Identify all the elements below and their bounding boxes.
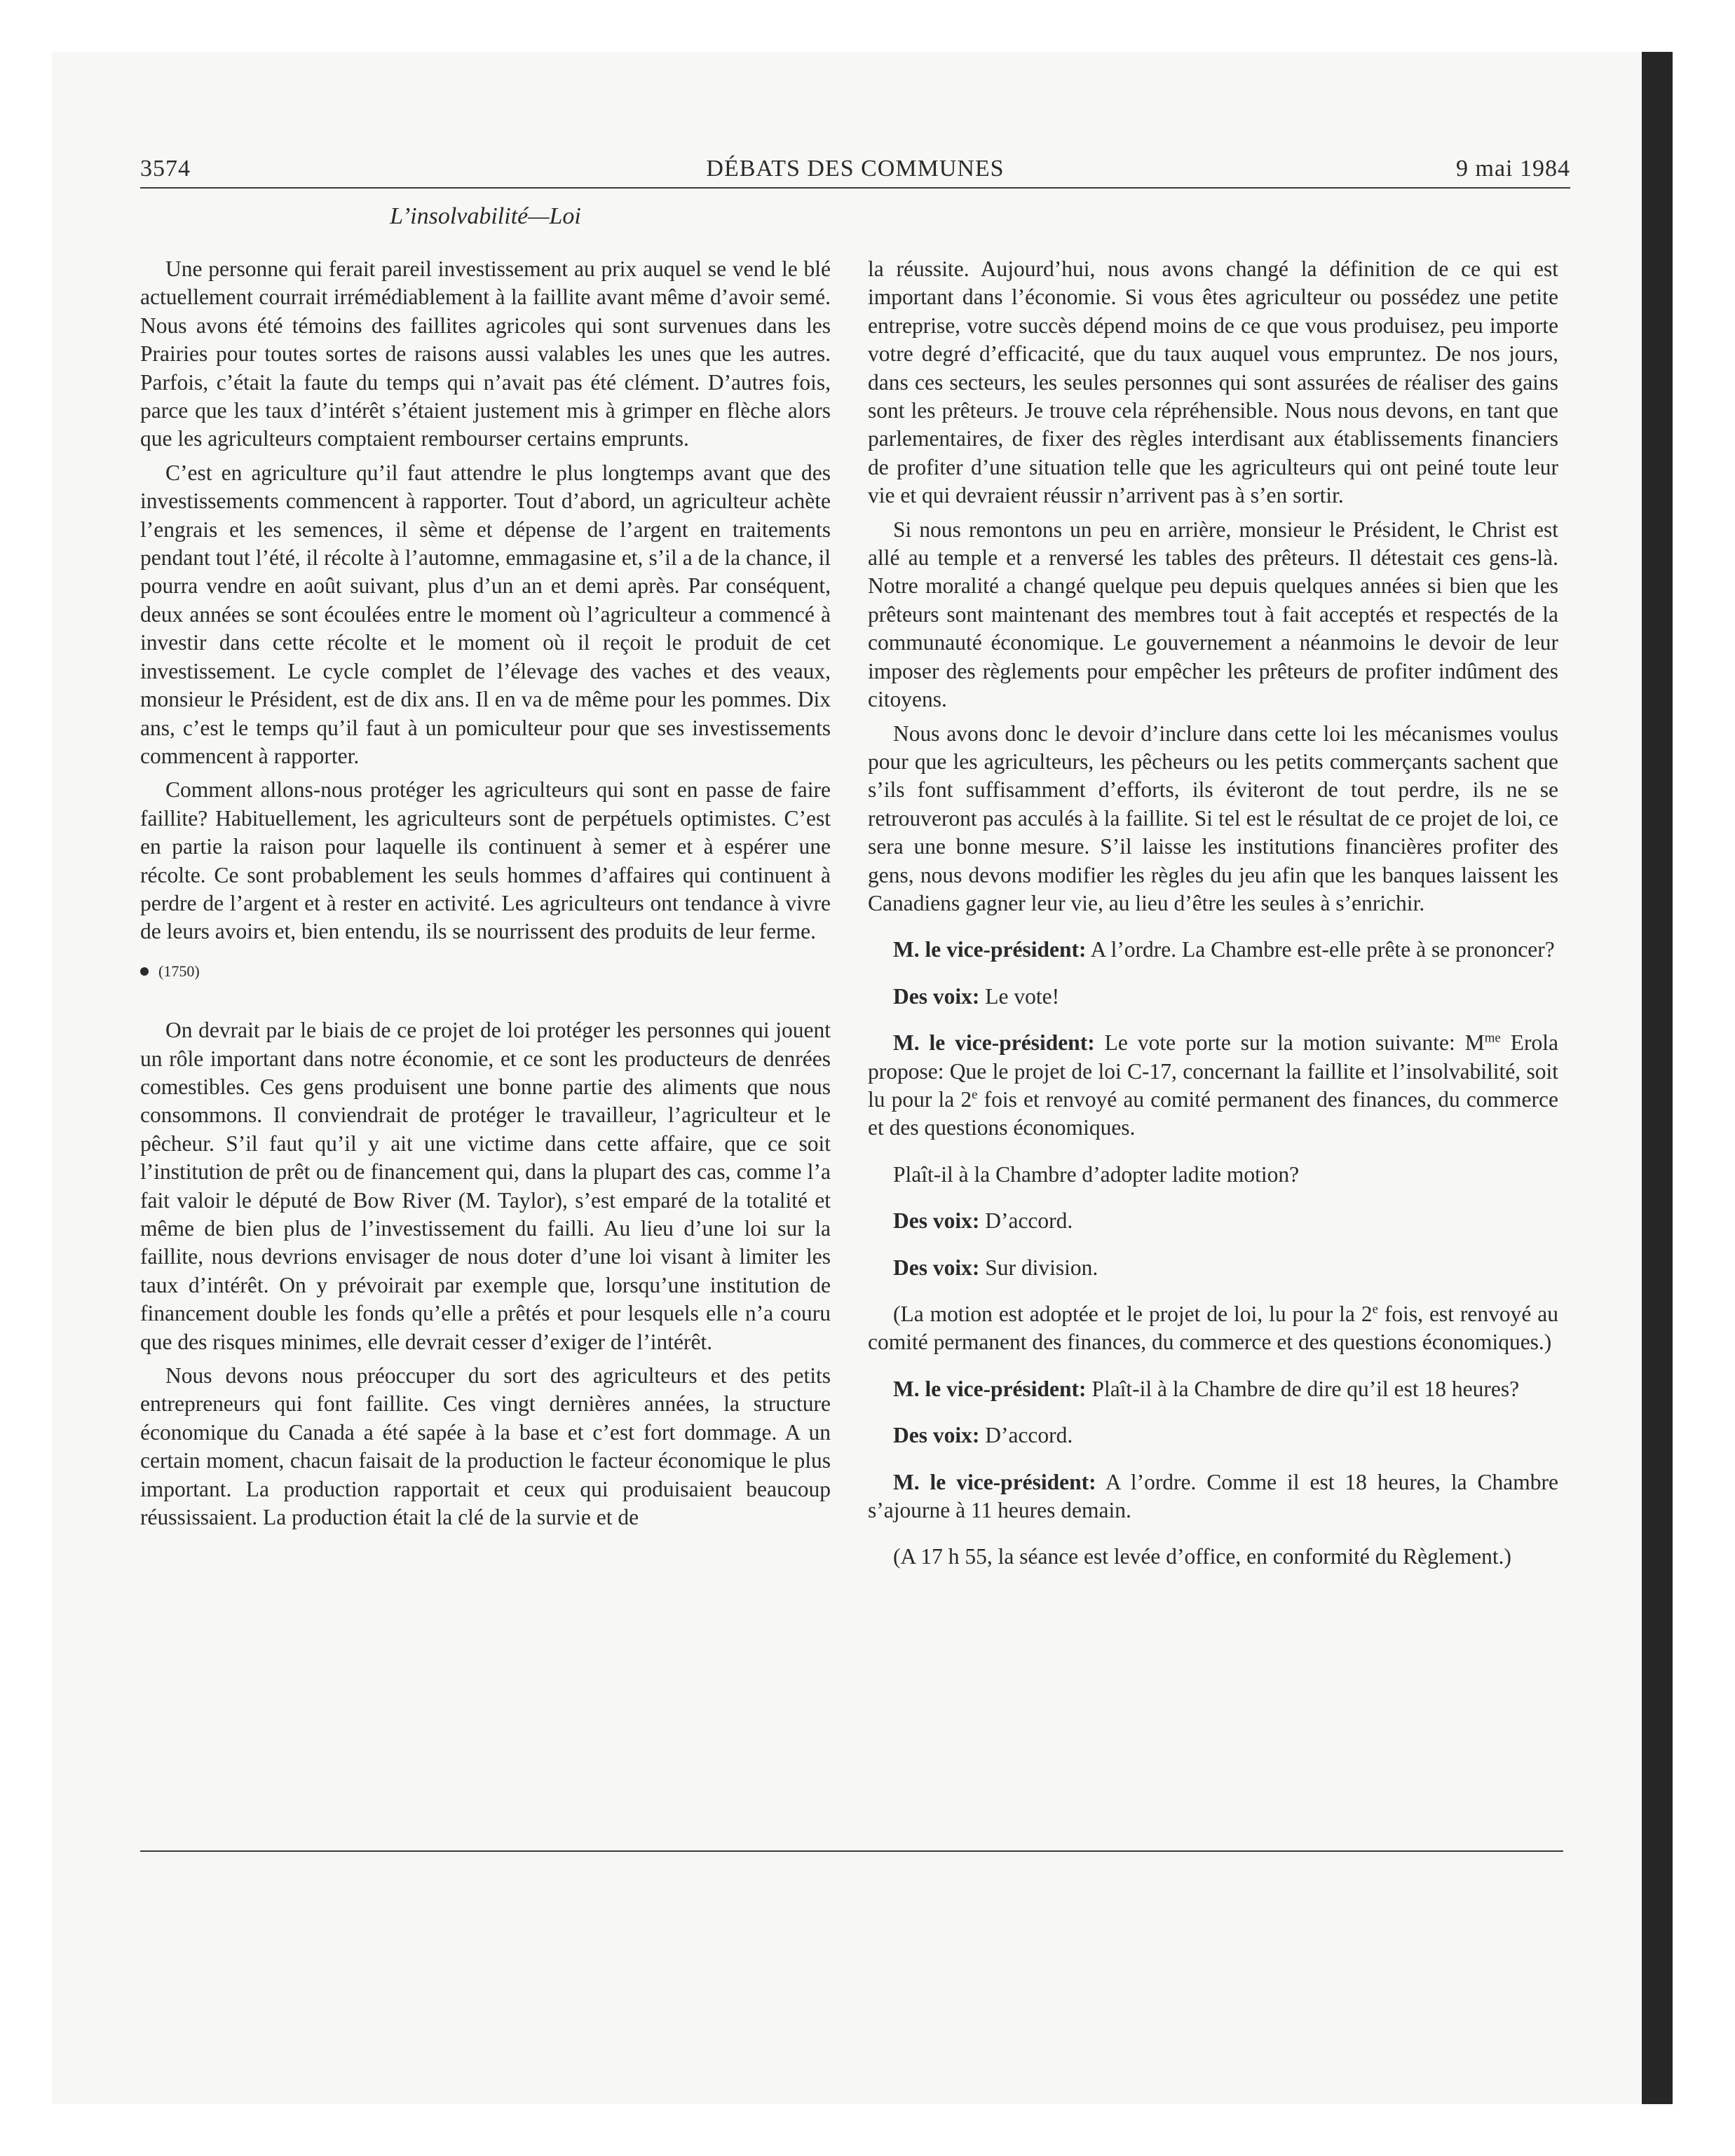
speech-text: A l’ordre. La Chambre est-elle prête à se prononcer? (1086, 937, 1555, 962)
speech-text: D’accord. (979, 1423, 1073, 1448)
note-text: fois, est renvoyé au comité permanent des finances, du commerce et des questions économiques.) (868, 1302, 1558, 1355)
speech-text: D’accord. (979, 1208, 1073, 1234)
speech-text: Sur division. (979, 1255, 1098, 1280)
paragraph: Une personne qui ferait pareil investissement au prix auquel se vend le blé actuellement courrait irrémédiablement à la faillite avant même d’avoir semé. Nous avons été témoins des faillites agricoles qui sont survenues dans les Prairies pour toutes sortes de raisons aussi valables les unes que les autres. Parfois, c’était la faute du temps qui n’avait pas été clément. D’autres fois, parce que les taux d’intérêt s’étaient justement mis à grimper en flèche alors que les agriculteurs comptaient rembourser certains emprunts. (140, 257, 831, 451)
paragraph: Nous devons nous préoccuper du sort des agriculteurs et des petits entrepreneurs qui font faillite. Ces vingt dernières années, la structure économique du Canada a été sapée à la base et c’est fort dommage. A un certain moment, chacun faisait de la production le facteur économique le plus important. La production rapportait et ceux qui produisaient beaucoup réussissaient. La production était la clé de la survie et de (140, 1363, 831, 1530)
speech-turn (868, 1207, 1558, 1235)
speech-turn (868, 1421, 1558, 1449)
procedural-note: (A 17 h 55, la séance est levée d’office, en conformité du Règlement.) (893, 1544, 1511, 1569)
speech-turn (868, 983, 1558, 1011)
paragraph: On devrait par le biais de ce projet de loi protéger les personnes qui jouent un rôle important dans notre économie, et ce sont les producteurs de denrées comestibles. Ces gens produisent une bonne partie des aliments que nous consommons. Il conviendrait de protéger le travailleur, l’agriculteur et le pêcheur. S’il faut qu’il y ait une victime dans cette affaire, que ce soit l’institution de prêt ou de financement qui, dans la plupart des cas, comme l’a fait valoir le député de Bow River (M. Taylor), s’est emparé de la totalité et même de bien plus de l’investissement du failli. Au lieu d’une loi sur la faillite, nous devrions envisager de nous doter d’une loi visant à limiter les taux d’intérêt. On y prévoirait par exemple que, lorsqu’une institution de financement double les fonds qu’elle a prêtés et pour lesquels elle n’a couru que des risques minimes, elle devrait cesser d’exiger de l’intérêt. (140, 1018, 831, 1354)
left-column (140, 255, 831, 1537)
page-number: 3574 (140, 156, 191, 182)
time-marker-label: (1750) (158, 962, 200, 980)
paragraph: la réussite. Aujourd’hui, nous avons changé la définition de ce qui est important dans l’économie. Si vous êtes agriculteur ou possédez une petite entreprise, votre succès dépend moins de ce que vous produisez, peu importe votre degré d’efficacité, que du taux auquel vous empruntez. De nos jours, dans ces secteurs, les seules personnes qui sont assurées de réaliser des gains sont les prêteurs. Je trouve cela répréhensible. Nous nous devons, en tant que parlementaires, de fixer des règles interdisant aux établissements financiers de profiter d’une situation telle que les agriculteurs qui ont peiné toute leur vie et qui devraient réussir n’arrivent pas à s’en sortir. (868, 257, 1558, 508)
scan-edge-shadow (1642, 52, 1673, 2104)
speech-text: Plaît-il à la Chambre de dire qu’il est 18 heures? (1086, 1376, 1520, 1401)
speaker-name: M. le vice-président: (893, 1469, 1096, 1494)
paragraph: Nous avons donc le devoir d’inclure dans cette loi les mécanismes voulus pour que les agriculteurs, les pêcheurs ou les petits commerçants sachent que s’ils font suffisamment d’efforts, ils éviteront de tout perdre, ils ne se retrouveront pas acculés à la faillite. Si tel est le résultat de ce projet de loi, ce sera une bonne mesure. S’il laisse les institutions financières profiter des gens, nous devons modifier les règles du jeu afin que les banques laissent les Canadiens gagner leur vie, au lieu d’être les seules à s’enrichir. (868, 721, 1558, 915)
speech-text: Le vote! (979, 983, 1060, 1009)
superscript: e (1372, 1302, 1378, 1317)
speech-turn (868, 1375, 1558, 1403)
speech-text: A l’ordre. Comme il est 18 heures, la Chambre s’ajourne à 11 heures demain. (868, 1469, 1558, 1523)
page-date: 9 mai 1984 (1456, 156, 1570, 182)
journal-title: DÉBATS DES COMMUNES (706, 156, 1005, 182)
speech-text: Erola propose: Que le projet de loi C-17, concernant la faillite et l’insolvabilité, soit lu pour la 2 (868, 1030, 1558, 1112)
footer-rule (140, 1850, 1563, 1852)
speaker-name: Des voix: (893, 983, 980, 1009)
header-rule (140, 187, 1570, 189)
speaker-name: M. le vice-président: (893, 937, 1087, 962)
superscript: me (1484, 1030, 1501, 1046)
speaker-name: M. le vice-président: (893, 1376, 1087, 1401)
speaker-name: Des voix: (893, 1423, 980, 1448)
speech-turn (868, 1468, 1558, 1525)
speaker-name: Des voix: (893, 1208, 980, 1234)
speaker-name: M. le vice-président: (893, 1030, 1095, 1056)
superscript: e (972, 1087, 978, 1103)
speaker-name: Des voix: (893, 1255, 980, 1280)
section-title: L’insolvabilité—Loi (390, 203, 581, 229)
paragraph: Si nous remontons un peu en arrière, monsieur le Président, le Christ est allé au temple et a renversé les tables des prêteurs. Il détestait ces gens-là. Notre moralité a changé quelque peu depuis quelques années si bien que les prêteurs sont maintenant des membres tout à fait acceptés et respectés de la communauté économique. Le gouvernement a néanmoins le devoir de leur imposer des règlements pour empêcher les prêteurs de profiter indûment des citoyens. (868, 517, 1558, 712)
speech-text: Le vote porte sur la motion suivante: M (1094, 1030, 1485, 1056)
note-text: (La motion est adoptée et le projet de loi, lu pour la 2 (893, 1302, 1373, 1326)
paragraph: Comment allons-nous protéger les agriculteurs qui sont en passe de faire faillite? Habituellement, les agriculteurs sont de perpétuels optimistes. C’est en partie la raison pour laquelle ils continuent à semer et à espérer une récolte. Ce sont probablement les seuls hommes d’affaires qui continuent à perdre de l’argent et à rester en activité. Les agriculteurs ont tendance à vivre de leurs avoirs et, bien entendu, ils se nourrissent des produits de leur ferme. (140, 777, 831, 944)
right-column (868, 255, 1558, 1577)
speech-turn (868, 1254, 1558, 1282)
bullet-icon (140, 967, 149, 976)
speech-text: fois et renvoyé au comité permanent des finances, du commerce et des questions économiques. (868, 1086, 1558, 1140)
procedural-note (868, 1300, 1558, 1357)
time-marker (140, 957, 831, 985)
paragraph: C’est en agriculture qu’il faut attendre le plus longtemps avant que des investissements commencent à rapporter. Tout d’abord, un agriculteur achète l’engrais et les semences, il sème et dépense de l’argent en traitements pendant tout l’été, il récolte à l’automne, emmagasine et, s’il a de la chance, il pourra vendre en août suivant, plus d’un an et demi après. Par conséquent, deux années se sont écoulées entre le moment où l’agriculteur a commencé à investir dans cette récolte et le moment où il reçoit le produit de cet investissement. Le cycle complet de l’élevage des vaches et des veaux, monsieur le Président, est de dix ans. Il en va de même pour les pommes. Dix ans, c’est le temps qu’il faut à un pomiculteur pour que ses investissements commencent à rapporter. (140, 460, 831, 768)
speech-turn (868, 936, 1558, 964)
paragraph: Plaît-il à la Chambre d’adopter ladite motion? (893, 1161, 1300, 1187)
speech-turn (868, 1029, 1558, 1142)
page-header (140, 156, 1570, 198)
